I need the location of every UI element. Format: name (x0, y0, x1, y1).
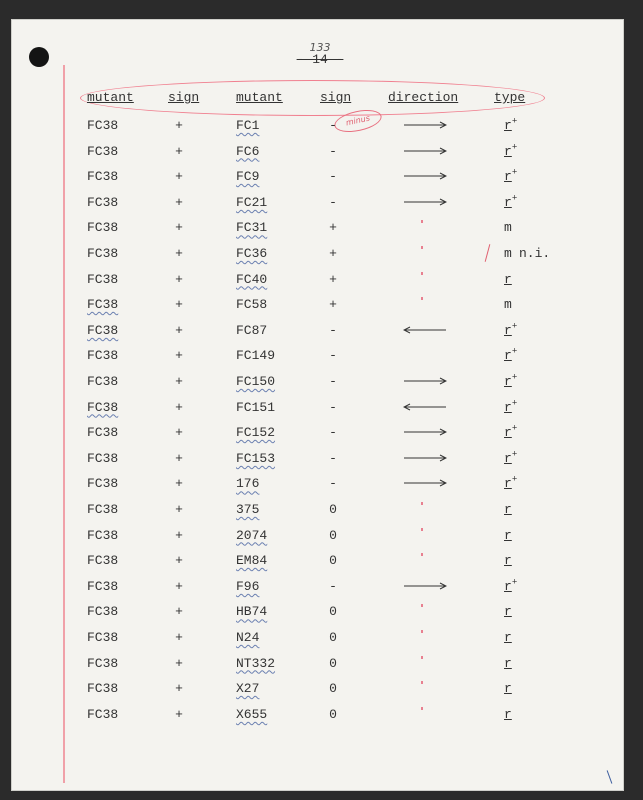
table-row (0, 400, 643, 420)
sign-2-cell: 0 (329, 655, 337, 671)
mutant-1-cell: FC38 (87, 681, 119, 697)
sign-1-cell: + (175, 348, 183, 364)
sign-2-cell: - (329, 194, 337, 210)
type-superscript: + (511, 577, 518, 588)
mutant-2-cell: FC31 (236, 220, 268, 236)
sign-2-cell: 0 (329, 604, 337, 620)
type-value: r (504, 194, 512, 210)
mutant-2-cell: FC9 (236, 169, 260, 185)
type-cell (504, 220, 512, 235)
table-row (0, 348, 643, 368)
page-number (290, 42, 350, 66)
sign-2-cell: - (329, 169, 337, 185)
header-mutant-2: mutant (236, 90, 283, 105)
mutant-1-cell: FC38 (87, 220, 119, 236)
mutant-2-cell: X27 (236, 681, 260, 697)
type-superscript: + (511, 475, 518, 486)
pink-dot-mark (421, 630, 423, 633)
mutant-2-cell: FC36 (236, 246, 268, 261)
mutant-1-cell: FC38 (87, 194, 119, 210)
type-cell (504, 297, 512, 312)
type-value: r (504, 681, 512, 697)
mutant-2-cell: FC149 (236, 348, 276, 364)
sign-1-cell: + (175, 194, 183, 210)
punch-hole (29, 47, 49, 67)
type-superscript: + (511, 449, 518, 460)
sign-1-cell: + (175, 297, 183, 313)
type-value: r (504, 374, 512, 389)
direction-cell (403, 374, 447, 388)
mutant-1-cell: FC38 (87, 655, 119, 671)
type-value: r (504, 143, 512, 159)
arrow-left-icon (403, 400, 447, 414)
mutant-2-cell: HB74 (236, 604, 268, 620)
sign-1-cell: + (175, 118, 183, 133)
table-row (0, 246, 643, 266)
table-row (0, 604, 643, 624)
mutant-2-cell: FC40 (236, 271, 268, 287)
table-row (0, 195, 643, 215)
sign-2-cell: - (329, 374, 337, 389)
type-cell (504, 246, 512, 261)
table-row (0, 656, 643, 676)
type-cell (504, 118, 517, 133)
type-superscript: + (511, 347, 518, 358)
header-direction: direction (388, 90, 459, 105)
mutant-1-cell: FC38 (87, 706, 119, 722)
table-row (0, 118, 643, 138)
sign-2-cell: + (329, 220, 337, 236)
direction-cell (403, 246, 447, 260)
type-value: r (504, 578, 512, 594)
arrow-right-icon (403, 195, 447, 209)
pink-dot-mark (421, 656, 423, 659)
type-value: r (504, 655, 512, 671)
sign-2-cell: 0 (329, 706, 337, 722)
sign-1-cell: + (175, 169, 183, 185)
type-cell (504, 630, 512, 645)
sign-1-cell: + (175, 425, 183, 441)
type-superscript: + (511, 116, 518, 127)
table-row (0, 374, 643, 394)
sign-2-cell: 0 (329, 630, 337, 645)
mutant-2-cell: 375 (236, 502, 260, 517)
type-value: m (504, 246, 512, 261)
direction-cell (403, 348, 447, 362)
type-value: r (504, 271, 512, 287)
mutant-1-cell: FC38 (87, 476, 119, 492)
sign-2-cell: + (329, 246, 337, 261)
type-cell (504, 425, 517, 440)
mutant-1-cell: FC38 (87, 450, 119, 466)
direction-cell (403, 681, 447, 695)
type-superscript: + (511, 167, 518, 178)
mutant-2-cell: FC151 (236, 399, 276, 415)
direction-cell (403, 272, 447, 286)
sign-1-cell: + (175, 246, 183, 261)
type-superscript: + (511, 398, 518, 409)
pink-dot-mark (421, 297, 423, 300)
table-row (0, 297, 643, 317)
table-row (0, 144, 643, 164)
mutant-2-cell: F96 (236, 578, 260, 594)
mutant-2-cell: 176 (236, 476, 260, 492)
header-sign-2: sign (320, 90, 352, 105)
type-cell (504, 195, 517, 210)
header-sign-1: sign (168, 90, 200, 105)
pink-dot-mark (421, 604, 423, 607)
pink-dot-mark (421, 220, 423, 223)
pink-dot-mark (421, 707, 423, 710)
type-cell (504, 604, 512, 619)
table-row (0, 630, 643, 650)
mutant-2-cell: FC152 (236, 425, 276, 441)
type-value: m (504, 297, 512, 313)
direction-cell (403, 604, 447, 618)
sign-2-cell: - (329, 425, 337, 441)
sign-1-cell: + (175, 578, 183, 594)
type-value: r (504, 706, 512, 722)
page-number-pencil: 133 (309, 41, 331, 54)
mutant-1-cell: FC38 (87, 271, 119, 287)
mutant-1-cell: FC38 (87, 425, 119, 441)
type-cell (504, 169, 517, 184)
mutant-1-cell: FC38 (87, 527, 119, 543)
sign-2-cell: + (329, 271, 337, 287)
sign-1-cell: + (175, 706, 183, 722)
table-row (0, 323, 643, 343)
arrow-right-icon (403, 144, 447, 158)
direction-cell (403, 297, 447, 311)
mutant-1-cell: FC38 (87, 604, 119, 620)
type-value: r (504, 502, 512, 517)
mutant-1-cell: FC38 (87, 630, 119, 645)
mutant-1-cell: FC38 (87, 297, 119, 313)
handwritten-annotation: minus (332, 106, 383, 136)
type-cell (504, 656, 512, 671)
type-value: r (504, 425, 512, 441)
type-cell (504, 272, 512, 287)
type-value: r (504, 169, 512, 185)
table-header (0, 90, 643, 110)
sign-1-cell: + (175, 655, 183, 671)
pink-dot-mark (421, 681, 423, 684)
sign-2-cell: - (329, 399, 337, 415)
header-type: type (494, 90, 526, 105)
arrow-right-icon (403, 374, 447, 388)
table-row (0, 553, 643, 573)
type-superscript: + (511, 372, 518, 383)
sign-2-cell: - (329, 348, 337, 364)
type-cell (504, 323, 517, 338)
sign-1-cell: + (175, 604, 183, 620)
pink-dot-mark (421, 528, 423, 531)
direction-cell (403, 502, 447, 516)
direction-cell (403, 118, 447, 132)
sign-1-cell: + (175, 271, 183, 287)
direction-cell (403, 630, 447, 644)
sign-1-cell: + (175, 143, 183, 159)
type-value: m (504, 220, 512, 236)
direction-cell (403, 400, 447, 414)
sign-1-cell: + (175, 322, 183, 338)
direction-cell (403, 476, 447, 490)
sign-1-cell: + (175, 527, 183, 543)
mutant-2-cell: FC153 (236, 450, 276, 466)
type-value: r (504, 450, 512, 466)
sign-2-cell: 0 (329, 681, 337, 697)
sign-2-cell: 0 (329, 553, 337, 569)
mutant-2-cell: FC58 (236, 297, 268, 313)
type-superscript: + (511, 193, 518, 204)
table-row (0, 451, 643, 471)
sign-1-cell: + (175, 374, 183, 389)
table-row (0, 579, 643, 599)
arrow-right-icon (403, 476, 447, 490)
type-cell (504, 144, 517, 159)
mutant-1-cell: FC38 (87, 374, 119, 389)
type-cell (504, 681, 512, 696)
direction-cell (403, 323, 447, 337)
sign-2-cell: 0 (329, 527, 337, 543)
type-value: r (504, 604, 512, 620)
direction-cell (403, 656, 447, 670)
table-row (0, 272, 643, 292)
sign-1-cell: + (175, 220, 183, 236)
mutant-2-cell: FC150 (236, 374, 276, 389)
direction-cell (403, 528, 447, 542)
sign-2-cell: + (329, 297, 337, 313)
type-superscript: + (511, 423, 518, 434)
mutant-2-cell: FC1 (236, 118, 260, 133)
type-superscript: + (511, 142, 518, 153)
sign-2-cell: 0 (329, 502, 337, 517)
type-cell (504, 374, 517, 389)
direction-cell (403, 451, 447, 465)
sign-2-cell: - (329, 450, 337, 466)
sign-2-cell: - (329, 118, 337, 133)
mutant-2-cell: FC21 (236, 194, 268, 210)
mutant-2-cell: FC87 (236, 322, 268, 338)
direction-cell (403, 579, 447, 593)
direction-cell (403, 220, 447, 234)
pink-dot-mark (421, 553, 423, 556)
type-value: r (504, 399, 512, 415)
mutant-2-cell: EM84 (236, 553, 268, 569)
arrow-left-icon (403, 323, 447, 337)
mutant-1-cell: FC38 (87, 246, 119, 261)
arrow-right-icon (403, 579, 447, 593)
mutant-1-cell: FC38 (87, 118, 119, 133)
sign-1-cell: + (175, 476, 183, 492)
table-row (0, 707, 643, 727)
type-cell (504, 707, 512, 722)
table-row (0, 681, 643, 701)
type-value: r (504, 527, 512, 543)
sign-2-cell: - (329, 578, 337, 594)
type-cell (504, 579, 517, 594)
table-row (0, 220, 643, 240)
type-value: r (504, 553, 512, 569)
table-row (0, 169, 643, 189)
type-cell (504, 502, 512, 517)
type-value: r (504, 630, 512, 645)
mutant-1-cell: FC38 (87, 553, 119, 569)
mutant-1-cell: FC38 (87, 399, 119, 415)
type-cell (504, 451, 517, 466)
mutant-1-cell: FC38 (87, 578, 119, 594)
direction-cell (403, 144, 447, 158)
sign-1-cell: + (175, 502, 183, 517)
direction-cell (403, 195, 447, 209)
type-cell (504, 400, 517, 415)
type-cell (504, 476, 517, 491)
mutant-2-cell: 2074 (236, 527, 268, 543)
mutant-1-cell: FC38 (87, 348, 119, 364)
type-cell (504, 348, 517, 363)
pink-dot-mark (421, 502, 423, 505)
pink-dot-mark (421, 272, 423, 275)
sign-1-cell: + (175, 399, 183, 415)
mutant-1-cell: FC38 (87, 502, 119, 517)
sign-2-cell: - (329, 143, 337, 159)
type-value: r (504, 118, 512, 133)
sign-1-cell: + (175, 681, 183, 697)
mutant-1-cell: FC38 (87, 143, 119, 159)
type-cell (504, 553, 512, 568)
type-value: r (504, 322, 512, 338)
table-row (0, 528, 643, 548)
mutant-2-cell: X655 (236, 706, 268, 722)
arrow-right-icon (403, 118, 447, 132)
arrow-right-icon (403, 169, 447, 183)
sign-1-cell: + (175, 450, 183, 466)
sign-2-cell: - (329, 322, 337, 338)
arrow-right-icon (403, 425, 447, 439)
direction-cell (403, 553, 447, 567)
mutant-1-cell: FC38 (87, 322, 119, 338)
direction-cell (403, 425, 447, 439)
type-value: r (504, 476, 512, 492)
arrow-right-icon (403, 451, 447, 465)
pink-dot-mark (421, 246, 423, 249)
sign-2-cell: - (329, 476, 337, 492)
type-cell (504, 528, 512, 543)
type-superscript: + (511, 321, 518, 332)
sign-1-cell: + (175, 630, 183, 645)
mutant-2-cell: NT332 (236, 655, 276, 671)
type-value: r (504, 348, 512, 364)
direction-cell (403, 707, 447, 721)
mutant-2-cell: N24 (236, 630, 260, 645)
table-row (0, 502, 643, 522)
table-row (0, 425, 643, 445)
header-mutant-1: mutant (87, 90, 134, 105)
direction-cell (403, 169, 447, 183)
mutant-1-cell: FC38 (87, 169, 119, 185)
sign-1-cell: + (175, 553, 183, 569)
page-number-typed: - 14 - (296, 52, 344, 67)
mutant-2-cell: FC6 (236, 143, 260, 159)
row-note: n.i. (519, 246, 551, 261)
table-row (0, 476, 643, 496)
